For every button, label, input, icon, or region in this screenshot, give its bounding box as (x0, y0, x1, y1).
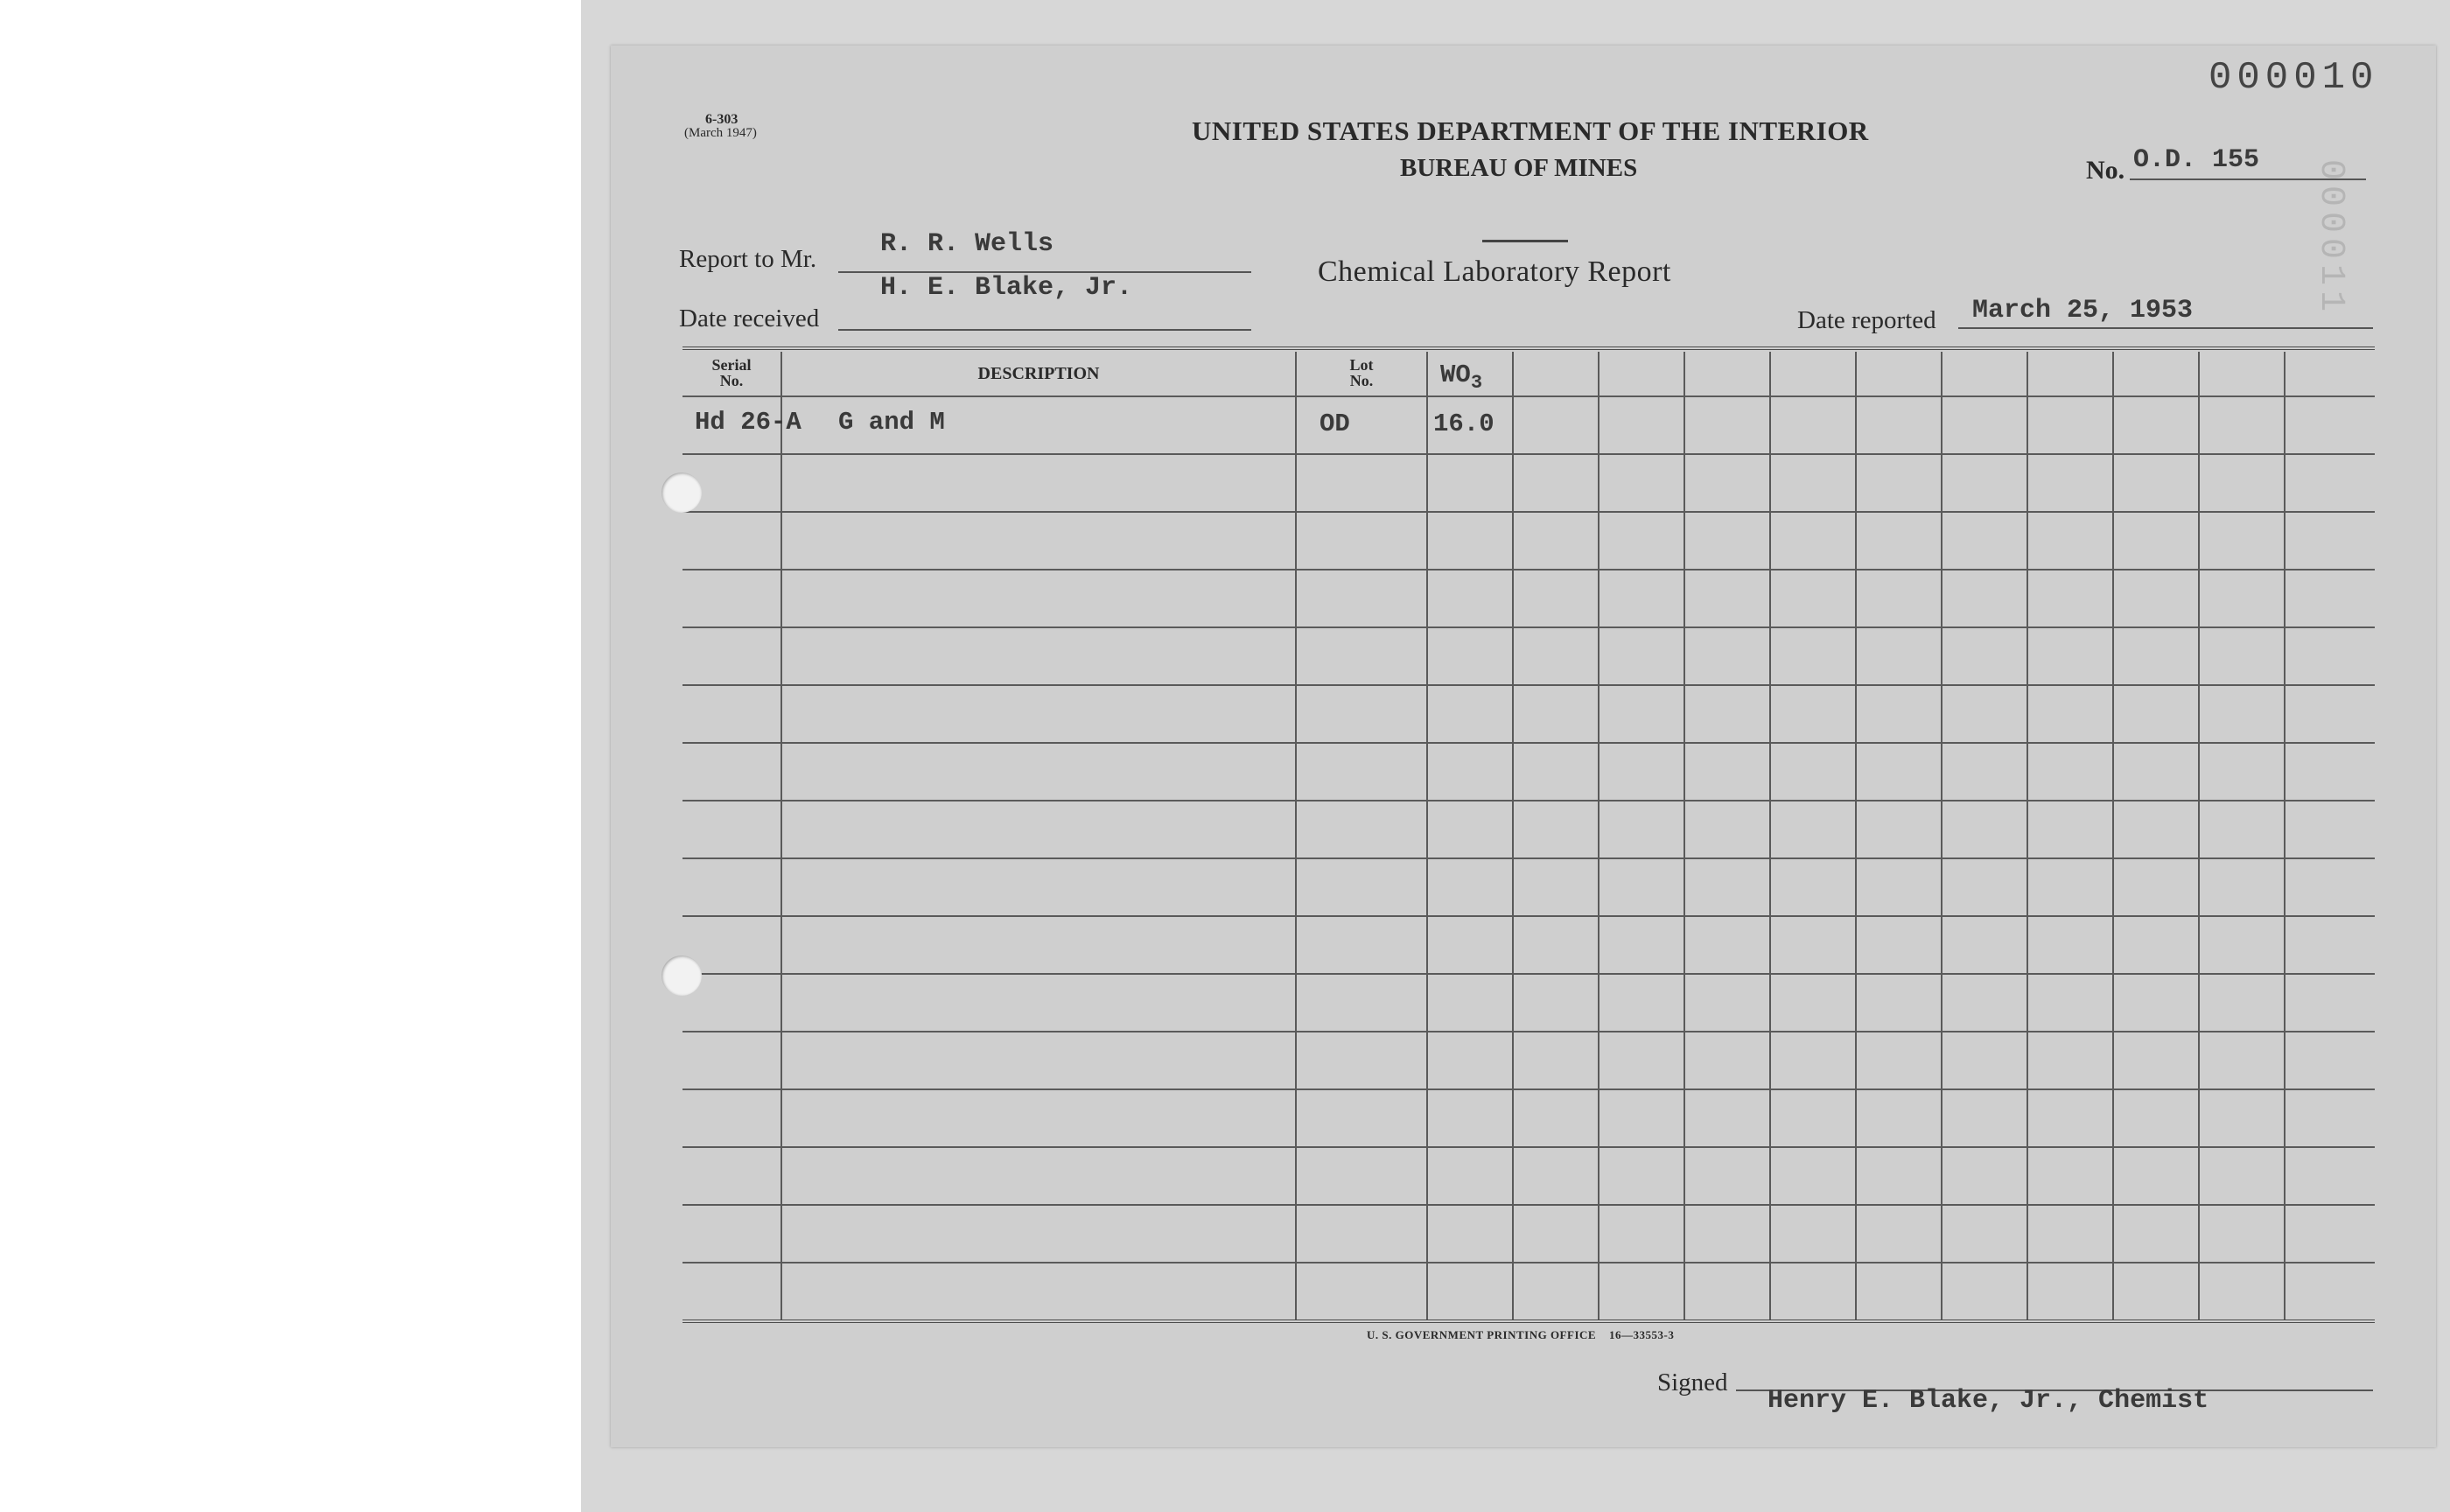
header-wo3-subscript: 3 (1470, 371, 1483, 394)
report-sheet (611, 46, 2436, 1447)
row-line (682, 1262, 2375, 1264)
report-title: Chemical Laboratory Report (1318, 256, 1671, 288)
report-to-line2: H. E. Blake, Jr. (880, 273, 1133, 303)
row-description: G and M (838, 408, 945, 437)
date-reported-label: Date reported (1797, 306, 1936, 334)
title-rule (1482, 240, 1568, 242)
header-description: DESCRIPTION (977, 364, 1100, 383)
col-line (1598, 352, 1600, 1320)
row-line (682, 742, 2375, 744)
date-reported-underline (1958, 327, 2373, 329)
printing-office-line: U. S. GOVERNMENT PRINTING OFFICE 16—33553-3 (1367, 1328, 1675, 1341)
row-line (682, 1031, 2375, 1032)
date-received-label: Date received (679, 304, 820, 332)
date-reported-value: March 25, 1953 (1972, 296, 2194, 326)
row-line (682, 626, 2375, 628)
number-label: No. (2086, 156, 2125, 185)
header-serial-no: Serial No. (711, 356, 752, 389)
col-line (1426, 352, 1428, 1320)
row-line (682, 800, 2375, 802)
col-line (2112, 352, 2114, 1320)
row-line (682, 973, 2375, 975)
faded-stamp-number: 000011 (2311, 159, 2350, 318)
col-line (2026, 352, 2028, 1320)
row-line (682, 453, 2375, 455)
row-line (682, 1146, 2375, 1148)
punch-hole-bottom (662, 956, 702, 996)
signed-value: Henry E. Blake, Jr., Chemist (1768, 1386, 2209, 1416)
table-bottom-rule (682, 1320, 2375, 1323)
row-line (682, 1204, 2375, 1206)
col-line (1684, 352, 1685, 1320)
col-line (2198, 352, 2200, 1320)
stamp-number: 000010 (2208, 56, 2379, 100)
punch-hole-top (662, 472, 702, 513)
row-line (682, 915, 2375, 917)
form-date: (March 1947) (684, 126, 757, 140)
col-line (1512, 352, 1514, 1320)
department-heading: UNITED STATES DEPARTMENT OF THE INTERIOR (1192, 116, 1869, 146)
signed-label: Signed (1657, 1368, 1728, 1396)
col-line (1295, 352, 1297, 1320)
row-line (682, 858, 2375, 859)
report-to-label: Report to Mr. (679, 245, 817, 273)
row-serial: Hd 26-A (695, 408, 802, 437)
header-wo3 (1440, 360, 1482, 394)
col-line (1769, 352, 1771, 1320)
col-line (1855, 352, 1857, 1320)
report-to-line1: R. R. Wells (880, 229, 1054, 259)
number-underline (2130, 178, 2366, 180)
col-line (2284, 352, 2286, 1320)
header-wo3-formula: WO (1440, 360, 1471, 389)
bureau-heading: BUREAU OF MINES (1400, 154, 1638, 182)
date-received-underline (838, 329, 1251, 331)
col-line (1941, 352, 1942, 1320)
row-line (682, 1088, 2375, 1090)
row-line (682, 684, 2375, 686)
number-value: O.D. 155 (2133, 145, 2260, 175)
form-number: 6-303 (705, 112, 738, 127)
table-top-rule (682, 346, 2375, 350)
row-lot: OD (1320, 410, 1350, 438)
header-lot-no: Lot No. (1349, 356, 1374, 389)
col-line (780, 352, 782, 1320)
row-line (682, 569, 2375, 570)
table-header-rule (682, 396, 2375, 397)
row-line (682, 511, 2375, 513)
row-wo3: 16.0 (1433, 410, 1494, 438)
